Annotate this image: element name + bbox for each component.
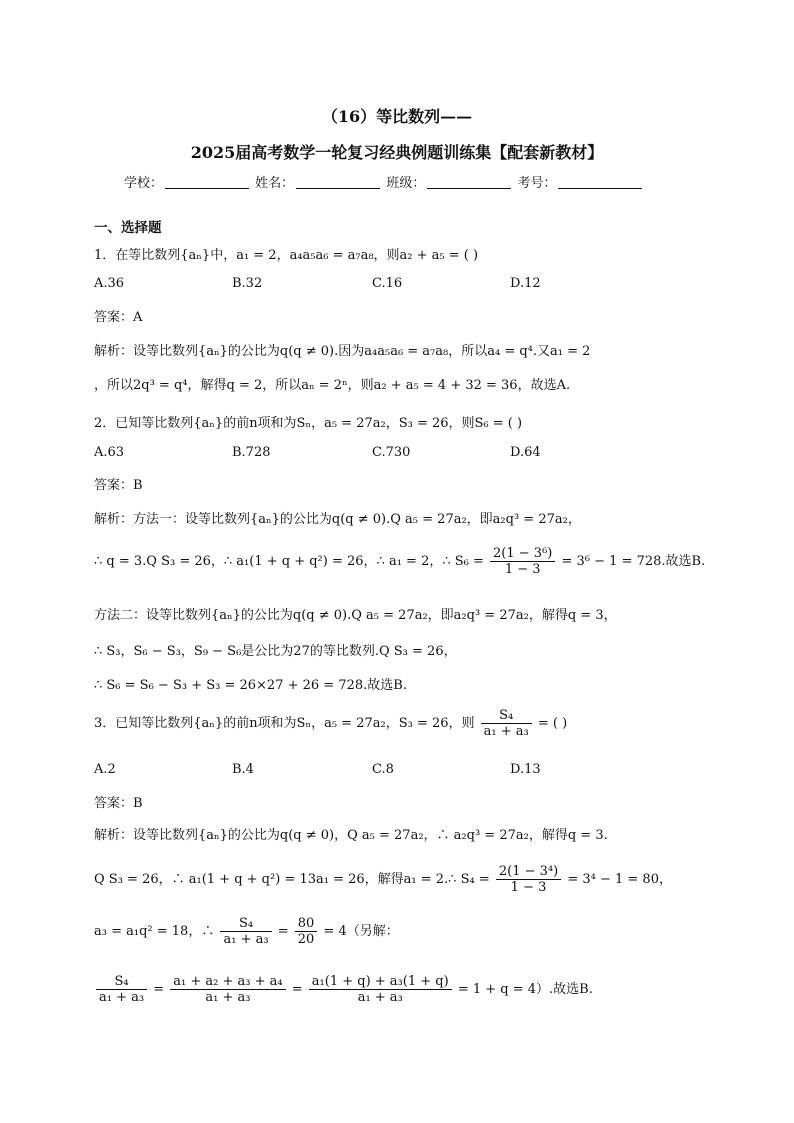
title-line-1: （16）等比数列—— — [321, 107, 473, 126]
q3-stem-denominator: a₁ + a₃ — [483, 724, 529, 739]
exam-number-label: 考号： — [517, 176, 557, 191]
q1-option-c: C.16 — [372, 276, 403, 291]
q3-solution-line-4 — [94, 974, 593, 1005]
q3-alt-fraction-3 — [309, 974, 452, 1005]
q1-answer: 答案：A — [94, 310, 143, 325]
q3-alt-denominator-3: a₁ + a₃ — [357, 990, 403, 1005]
school-blank — [165, 176, 249, 189]
q3-ratio-numerator: S₄ — [220, 916, 271, 932]
q3-option-d: D.13 — [510, 762, 541, 777]
q3-solution-2-suffix: = 3⁴ − 1 = 80， — [567, 872, 672, 887]
q3-solution-line-1: 解析：设等比数列{aₙ}的公比为q(q ≠ 0)，Q a₅ = 27a₂，∴ a₂q³ = 27a₂，解得q = 3. — [94, 828, 608, 843]
q2-stem: 2．已知等比数列{aₙ}的前n项和为Sₙ，a₅ = 27a₂，S₃ = 26，则S₆ = ( ) — [94, 416, 523, 431]
q2-answer: 答案：B — [94, 478, 143, 493]
q1-solution-line-1: 解析：设等比数列{aₙ}的公比为q(q ≠ 0).因为a₄a₅a₆ = a₇a₈，所以a₄ = q⁴.又a₁ = 2 — [94, 344, 591, 359]
q3-stem-prefix: 3．已知等比数列{aₙ}的前n项和为Sₙ，a₅ = 27a₂，S₃ = 26，则 — [94, 716, 475, 731]
q3-value-fraction — [295, 916, 318, 947]
q2-solution-2-suffix: = 3⁶ − 1 = 728.故选B. — [561, 554, 706, 569]
q3-alt-denominator-2: a₁ + a₃ — [205, 990, 251, 1005]
q2-option-b: B.728 — [232, 445, 271, 460]
q1-option-b: B.32 — [232, 276, 263, 291]
q1-solution-line-2: ，所以2q³ = q⁴，解得q = 2，所以aₙ = 2ⁿ，则a₂ + a₅ = 4 + 32 = 36，故选A. — [94, 378, 571, 393]
q3-ratio-denominator: a₁ + a₃ — [223, 932, 269, 947]
name-blank — [296, 176, 380, 189]
name-label: 姓名： — [255, 176, 295, 191]
q3-alt-numerator-3: a₁(1 + q) + a₃(1 + q) — [309, 974, 452, 990]
q3-s4-denominator: 1 − 3 — [510, 880, 547, 895]
q3-s4-fraction — [496, 864, 561, 895]
equals-sign: = — [291, 982, 303, 997]
student-info-fields — [124, 172, 644, 191]
q2-option-a: A.63 — [94, 445, 125, 460]
q2-solution-line-1: 解析：方法一：设等比数列{aₙ}的公比为q(q ≠ 0).Q a₅ = 27a₂，即a₂q³ = 27a₂， — [94, 512, 581, 527]
q3-alt-fraction-2 — [170, 974, 285, 1005]
q3-answer: 答案：B — [94, 796, 143, 811]
q3-solution-2-prefix: Q S₃ = 26，∴ a₁(1 + q + q²) = 13a₁ = 26，解得a₁ = 2.∴ S₄ = — [94, 872, 490, 887]
q2-s6-numerator: 2(1 − 3⁶) — [490, 546, 555, 562]
class-blank — [427, 176, 511, 189]
q3-s4-numerator: 2(1 − 3⁴) — [496, 864, 561, 880]
q1-option-a: A.36 — [94, 276, 125, 291]
class-label: 班级： — [386, 176, 426, 191]
q3-stem-fraction — [481, 708, 532, 739]
q3-stem-numerator: S₄ — [481, 708, 532, 724]
q2-s6-denominator: 1 − 3 — [504, 562, 541, 577]
q2-solution-line-3: 方法二：设等比数列{aₙ}的公比为q(q ≠ 0).Q a₅ = 27a₂，即a₂q³ = 27a₂，解得q = 3， — [94, 608, 617, 623]
q2-option-d: D.64 — [510, 445, 541, 460]
q3-value-denominator: 20 — [297, 932, 315, 947]
q2-solution-line-5: ∴ S₆ = S₆ − S₃ + S₃ = 26×27 + 26 = 728.故选B. — [94, 678, 407, 693]
q3-solution-3-suffix: = 4（另解： — [323, 924, 399, 939]
q3-solution-3-prefix: a₃ = a₁q² = 18，∴ — [94, 924, 215, 939]
section-heading: 一、选择题 — [94, 220, 162, 236]
q2-solution-line-2 — [94, 546, 705, 577]
q1-stem: 1．在等比数列{aₙ}中，a₁ = 2，a₄a₅a₆ = a₇a₈，则a₂ + a₅ = ( ) — [94, 248, 479, 263]
q3-option-b: B.4 — [232, 762, 254, 777]
exam-number-blank — [558, 176, 642, 189]
q3-stem-suffix: = ( ) — [537, 716, 568, 731]
q3-solution-line-2 — [94, 864, 672, 895]
q3-alt-numerator-1: S₄ — [96, 974, 147, 990]
q3-stem — [94, 708, 567, 739]
q2-solution-line-4: ∴ S₃，S₆ − S₃，S₉ − S₆是公比为27的等比数列.Q S₃ = 26， — [94, 644, 457, 659]
q3-alt-numerator-2: a₁ + a₂ + a₃ + a₄ — [170, 974, 285, 990]
q3-solution-3-equals: = — [277, 924, 289, 939]
q3-option-c: C.8 — [372, 762, 394, 777]
q3-solution-line-3 — [94, 916, 399, 947]
q3-ratio-fraction — [220, 916, 271, 947]
title-line-2: 2025届高考数学一轮复习经典例题训练集【配套新教材】 — [190, 143, 604, 162]
q1-option-d: D.12 — [510, 276, 541, 291]
school-label: 学校： — [124, 176, 164, 191]
q2-option-c: C.730 — [372, 445, 411, 460]
q3-option-a: A.2 — [94, 762, 116, 777]
equals-sign: = — [153, 982, 165, 997]
q2-solution-2-prefix: ∴ q = 3.Q S₃ = 26，∴ a₁(1 + q + q²) = 26，∴ a₁ = 2，∴ S₆ = — [94, 554, 484, 569]
q3-value-numerator: 80 — [295, 916, 318, 932]
q3-alt-fraction-1 — [96, 974, 147, 1005]
q2-s6-fraction — [490, 546, 555, 577]
q3-solution-4-suffix: = 1 + q = 4）.故选B. — [457, 982, 593, 997]
q3-alt-denominator-1: a₁ + a₃ — [99, 990, 145, 1005]
